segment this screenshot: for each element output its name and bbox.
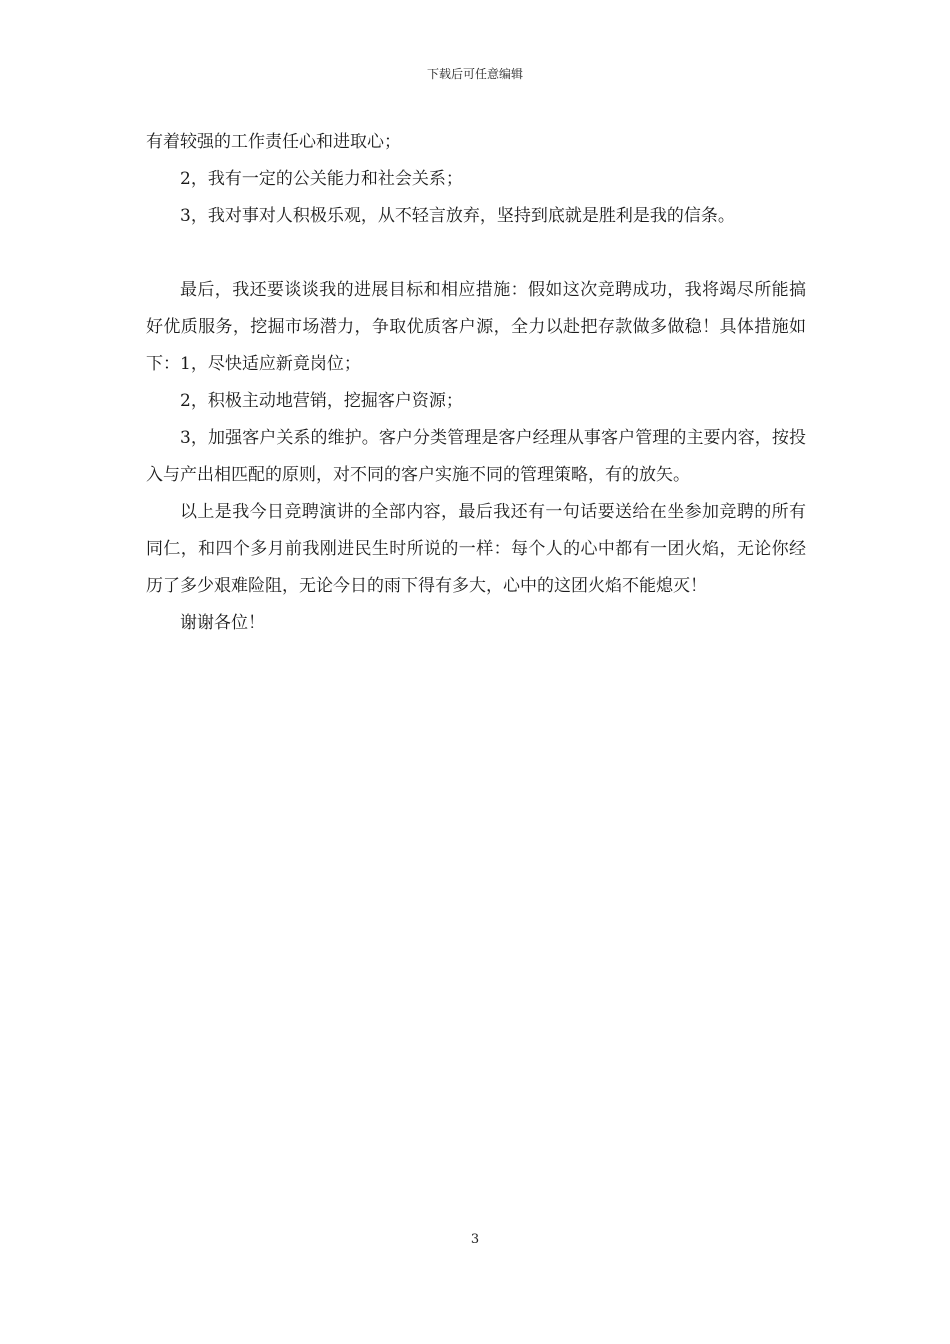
paragraph-spacer xyxy=(146,235,806,272)
page-header: 下载后可任意编辑 xyxy=(426,67,523,81)
paragraph-measure-2: 2，积极主动地营销，挖掘客户资源； xyxy=(180,391,463,411)
page-number: 3 xyxy=(470,1232,480,1247)
paragraph-measure-3: 3，加强客户关系的维护。客户分类管理是客户经理从事客户管理的主要内容，按投入与产出相匹配的原则，对不同的客户实施不同的管理策略，有的放矢。 xyxy=(146,428,806,485)
paragraph-point-2: 2，我有一定的公关能力和社会关系； xyxy=(180,169,463,189)
paragraph-continuation: 有着较强的工作责任心和进取心； xyxy=(146,132,401,152)
paragraph-thanks: 谢谢各位！ xyxy=(180,613,265,633)
paragraph-closing: 以上是我今日竞聘演讲的全部内容，最后我还有一句话要送给在坐参加竞聘的所有同仁，和四个多月前我刚进民生时所说的一样：每个人的心中都有一团火焰，无论你经历了多少艰难险阻，无论今日的雨下得有多大，心中的这团火焰不能熄灭！ xyxy=(146,502,806,596)
document-body xyxy=(146,124,806,642)
paragraph-point-3: 3，我对事对人积极乐观，从不轻言放弃，坚持到底就是胜利是我的信条。 xyxy=(180,206,735,226)
paragraph-goals: 最后，我还要谈谈我的进展目标和相应措施：假如这次竞聘成功，我将竭尽所能搞好优质服务，挖掘市场潜力，争取优质客户源，全力以赴把存款做多做稳！具体措施如下：1，尽快适应新竟岗位； xyxy=(146,280,806,374)
